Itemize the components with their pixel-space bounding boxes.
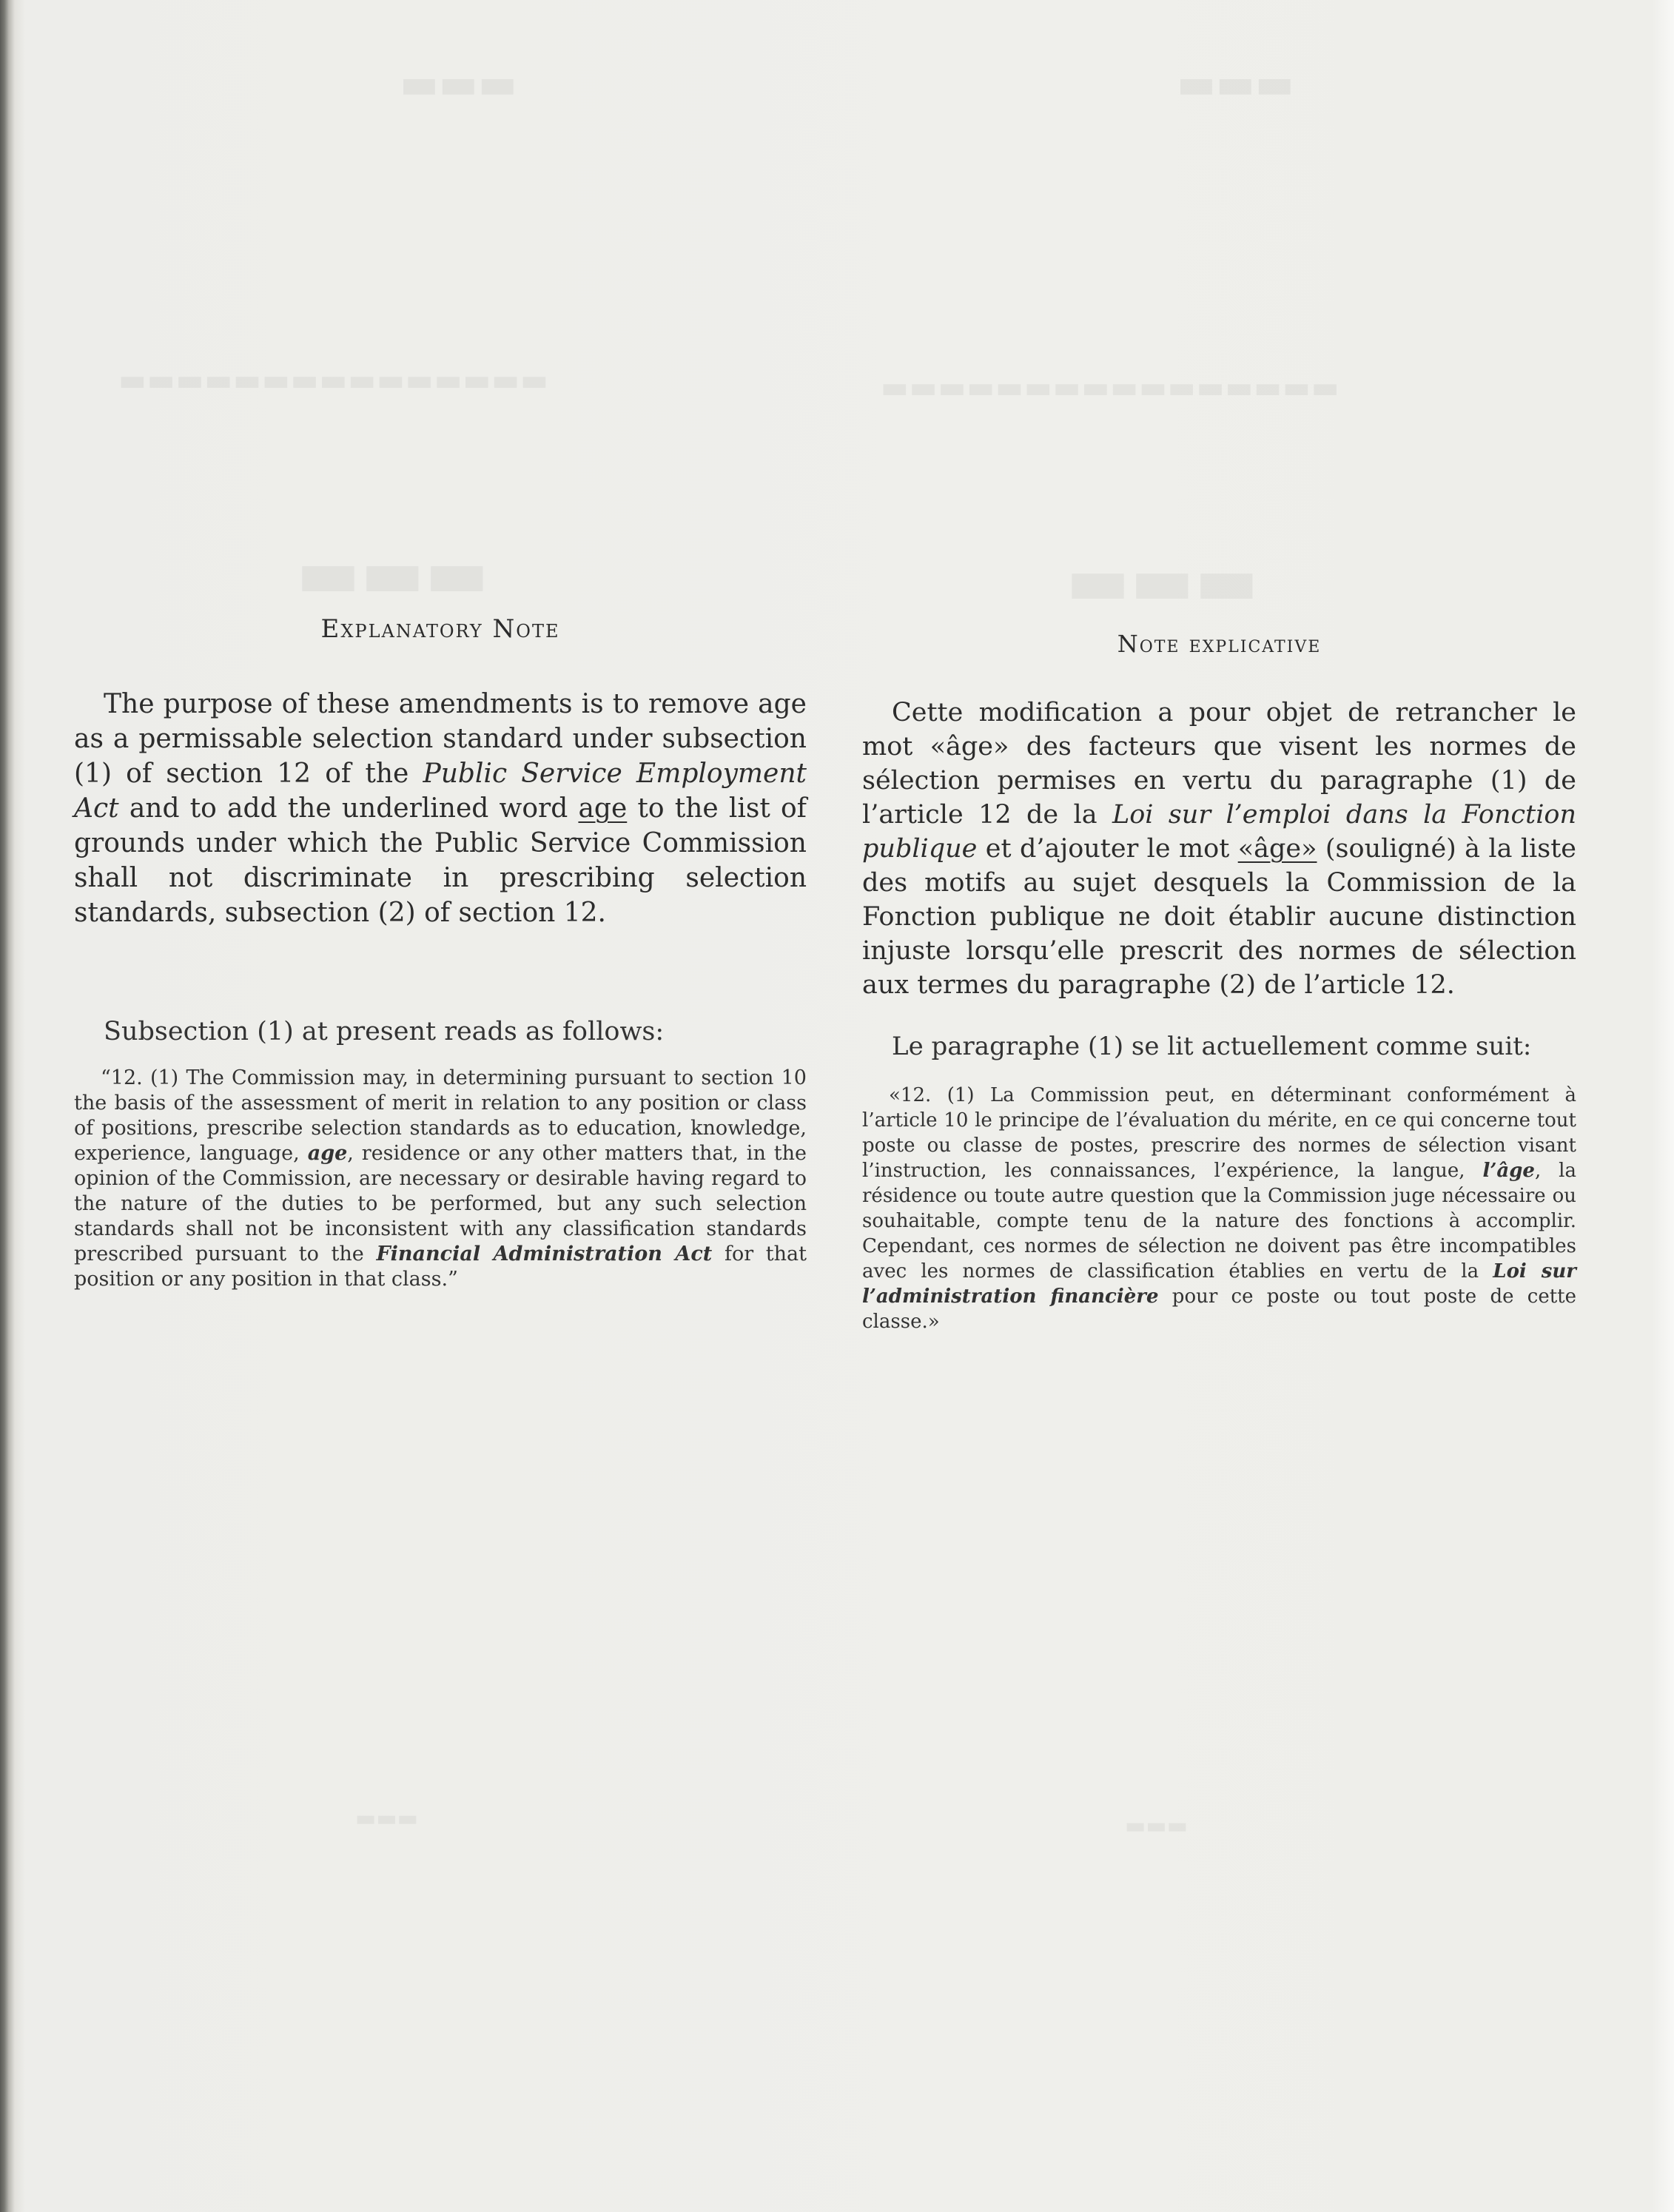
english-quote-part-1: “12. (1) The Commission may, in determining pursuant to section 10 the basis of the assessment of merit in relation to any position or class of positions, prescribe selection standards as to education, knowledge, experience, language, bbox=[74, 1066, 807, 1165]
english-underlined-word: age bbox=[578, 793, 628, 824]
page-edge-shadow bbox=[1652, 0, 1674, 2212]
bleed-through-mark: ▬▬▬▬▬▬▬▬▬▬▬▬▬▬▬▬ bbox=[881, 370, 1340, 405]
french-quote-part-2: , la résidence ou toute autre question que la Commission juge nécessaire ou souhaitable, compte tenu de la nature des fonctions à accomplir. Cependant, ces normes de sélection ne doivent pas être incompatibles avec les normes de classification établies en vertu de la bbox=[862, 1160, 1576, 1283]
english-quote-part-2: , residence or any other matters that, in the opinion of the Commission, are necessary or desirable having regard to the nature of the duties to be performed, but any such selection standards shall not be inconsistent with any classification standards prescribed pursuant to the bbox=[74, 1142, 807, 1265]
french-explanatory-paragraph bbox=[862, 696, 1576, 1002]
english-quote-age: age bbox=[307, 1142, 348, 1165]
english-quote-act: Financial Administration Act bbox=[376, 1243, 713, 1265]
english-para-part-3: to the list of grounds under which the Public Service Commission shall not discriminate in prescribing selection standards, subsection (2) of section 12. bbox=[74, 793, 807, 928]
bleed-through-mark: ▬▬▬ bbox=[1066, 540, 1259, 620]
french-quote-age: l’âge bbox=[1482, 1160, 1535, 1182]
french-act-title: Loi sur l’emploi dans la Fonction publique bbox=[862, 800, 1577, 864]
bleed-through-mark: ▬▬▬ bbox=[1125, 1813, 1189, 1839]
english-heading: Explanatory Note bbox=[320, 614, 560, 644]
french-subsection-intro: Le paragraphe (1) se lit actuellement comme suit: bbox=[892, 1032, 1532, 1061]
bleed-through-mark: ▬▬▬ bbox=[355, 1806, 419, 1832]
french-quote-act: Loi sur l’administration financière bbox=[862, 1260, 1576, 1308]
english-para-part-2: and to add the underlined word bbox=[118, 793, 579, 824]
english-explanatory-paragraph bbox=[74, 687, 807, 930]
english-act-title: Public Service Employment Act bbox=[74, 759, 807, 824]
english-subsection-intro: Subsection (1) at present reads as follows: bbox=[104, 1017, 665, 1046]
english-quoted-provision bbox=[74, 1066, 807, 1292]
french-quote-part-3: pour ce poste ou tout poste de cette classe.» bbox=[862, 1285, 1576, 1333]
french-para-part-1: Cette modification a pour objet de retrancher le mot «âge» des facteurs que visent les normes de sélection permises en vertu du paragraphe (1) de l’article 12 de la bbox=[862, 698, 1576, 830]
french-quoted-provision bbox=[862, 1083, 1576, 1334]
french-quote-part-1: «12. (1) La Commission peut, en déterminant conformément à l’article 10 le principe de l’évaluation du mérite, en ce qui concerne tout poste ou classe de postes, prescrire des normes de sélection visant l’instruction, les connaissances, l’expérience, la langue, bbox=[862, 1084, 1576, 1182]
french-underlined-word: «âge» bbox=[1237, 834, 1317, 864]
english-para-part-1: The purpose of these amendments is to remove age as a permissable selection standard under subsection (1) of section 12 of the bbox=[74, 689, 807, 789]
french-heading: Note explicative bbox=[1117, 630, 1322, 658]
english-quote-part-3: for that position or any position in that class.” bbox=[74, 1243, 807, 1291]
bleed-through-mark: ▬▬▬ bbox=[296, 533, 489, 613]
french-para-part-3: (souligné) à la liste des motifs au sujet desquels la Commission de la Fonction publique ne doit établir aucune distinction injuste lorsqu’elle prescrit des normes de sélection aux termes du paragraphe (2) de l’article 12. bbox=[862, 834, 1576, 1000]
bleed-through-mark: ▬▬▬▬▬▬▬▬▬▬▬▬▬▬▬ bbox=[118, 363, 549, 397]
bleed-through-mark: ▬▬▬ bbox=[400, 59, 517, 108]
french-para-part-2: et d’ajouter le mot bbox=[977, 834, 1238, 864]
bleed-through-mark: ▬▬▬ bbox=[1177, 59, 1294, 108]
